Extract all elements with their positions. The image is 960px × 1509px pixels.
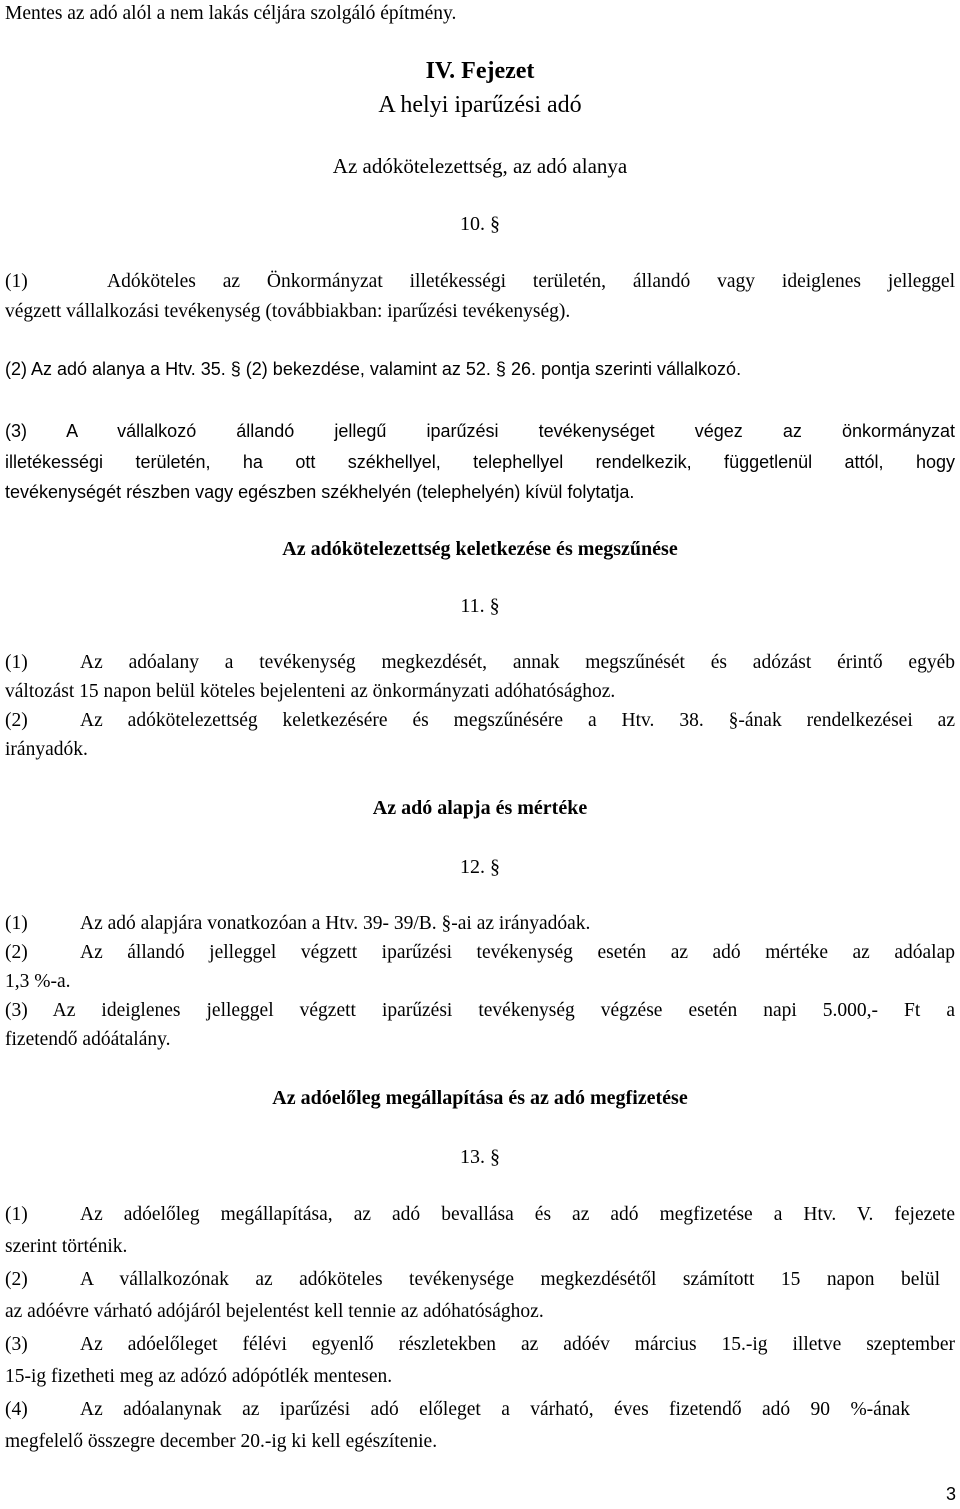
section-13-p4-line1: Az adóalanynak az iparűzési adó előleget a várható, éves fizetendő adó 90 %-ának <box>80 1399 910 1420</box>
section-10-p3-line2: illetékességi területén, ha ott székhellyel, telephellyel rendelkezik, függetlenül attól, hogy <box>5 452 955 472</box>
section-10-p2-line1: (2) Az adó alanya a Htv. 35. § (2) bekezdése, valamint az 52. § 26. pontja szerinti vállalkozó. <box>5 359 742 379</box>
section-13-p4-line2: megfelelő összegre december 20.-ig ki kell egészítenie. <box>5 1431 438 1452</box>
section-11-p1-line1: Az adóalany a tevékenység megkezdését, annak megszűnését és adózást érintő egyéb <box>80 652 955 673</box>
section-13-p3-label: (3) <box>5 1334 28 1355</box>
section-11-p1-label: (1) <box>5 652 28 673</box>
section-13-p4-label: (4) <box>5 1399 28 1420</box>
section-13-p1-line1: Az adóelőleg megállapítása, az adó bevallása és az adó megfizetése a Htv. V. fejezete <box>80 1204 955 1225</box>
section-10-heading: Az adókötelezettség, az adó alanya <box>332 154 628 178</box>
section-12-p1-line1: Az adó alapjára vonatkozóan a Htv. 39- 39/B. §-ai az irányadóak. <box>80 913 591 934</box>
section-13-p2-line2: az adóévre várható adójáról bejelentést kell tennie az adóhatósághoz. <box>5 1301 544 1322</box>
section-11-number: 11. § <box>460 595 500 617</box>
section-11-p2-label: (2) <box>5 710 28 731</box>
section-12-p2-line1: Az állandó jelleggel végzett iparűzési tevékenység esetén az adó mértéke az adóalap <box>80 942 955 963</box>
section-12-p1-label: (1) <box>5 913 28 934</box>
section-11-p2-line2: irányadók. <box>5 739 88 760</box>
section-13-p3-line1: Az adóelőleget félévi egyenlő részletekben az adóév március 15.-ig illetve szeptember <box>80 1334 955 1355</box>
section-11-p2-line1: Az adókötelezettség keletkezésére és megszűnésére a Htv. 38. §-ának rendelkezései az <box>80 710 955 731</box>
chapter-number: IV. Fejezet <box>425 58 535 84</box>
section-13-p1-label: (1) <box>5 1204 28 1225</box>
intro-line: Mentes az adó alól a nem lakás céljára szolgáló építmény. <box>5 3 457 24</box>
section-12-p3-line1: (3) Az ideiglenes jelleggel végzett iparűzési tevékenység végzése esetén napi 5.000,- Ft a <box>5 1000 955 1021</box>
section-10-p1-label: (1) <box>5 271 28 292</box>
section-13-p1-line2: szerint történik. <box>5 1236 128 1257</box>
section-11-heading: Az adókötelezettség keletkezése és megszűnése <box>282 538 678 560</box>
page-number: 3 <box>945 1484 956 1504</box>
section-13-p2-label: (2) <box>5 1269 28 1290</box>
section-11-p1-line2: változást 15 napon belül köteles bejelenteni az önkormányzati adóhatósághoz. <box>5 681 616 702</box>
section-10-p1-line2: végzett vállalkozási tevékenység (továbbiakban: iparűzési tevékenység). <box>5 301 571 322</box>
section-10-p3-line3: tevékenységét részben vagy egészben székhelyén (telephelyén) kívül folytatja. <box>5 482 635 502</box>
section-12-number: 12. § <box>460 856 500 878</box>
section-10-p1-line1: Adóköteles az Önkormányzat illetékességi területén, állandó vagy ideiglenes jelleggel <box>107 271 955 292</box>
section-13-p3-line2: 15-ig fizetheti meg az adózó adópótlék mentesen. <box>5 1366 393 1387</box>
section-12-p2-label: (2) <box>5 942 28 963</box>
section-10-p3-line1: (3) A vállalkozó állandó jellegű iparűzési tevékenységet végez az önkormányzat <box>5 421 955 441</box>
section-12-p2-line2: 1,3 %-a. <box>5 971 71 992</box>
section-12-heading: Az adó alapja és mértéke <box>372 797 588 819</box>
chapter-title: A helyi iparűzési adó <box>378 92 582 118</box>
section-13-number: 13. § <box>460 1146 500 1168</box>
section-13-p2-line1: A vállalkozónak az adóköteles tevékenysége megkezdésétől számított 15 napon belül <box>80 1269 940 1290</box>
section-10-number: 10. § <box>460 213 500 235</box>
section-13-heading: Az adóelőleg megállapítása és az adó megfizetése <box>272 1087 688 1109</box>
section-12-p3-line2: fizetendő adóátalány. <box>5 1029 171 1050</box>
